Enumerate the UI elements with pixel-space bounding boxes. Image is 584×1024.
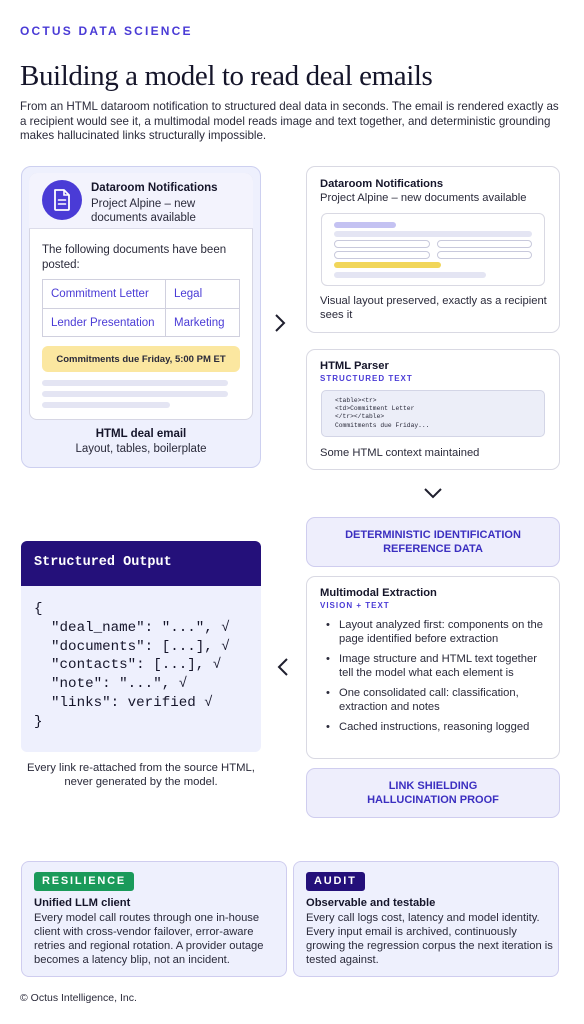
placeholder-box [334, 240, 430, 248]
parser-code: <table><tr> <td>Commitment Letter </tr></table> Commitments due Friday... [321, 390, 545, 437]
visual-card-caption: Visual layout preserved, exactly as a recipient sees it [320, 295, 547, 321]
deterministic-line1: DETERMINISTIC IDENTIFICATION [345, 529, 521, 541]
resilience-tag: RESILIENCE [34, 872, 134, 891]
resilience-card [21, 861, 287, 977]
link-shielding-line1: LINK SHIELDING [388, 780, 478, 792]
highlight-bar [334, 262, 441, 268]
list-item: • One consolidated call: classification, extraction and notes [326, 687, 519, 713]
placeholder-box [437, 251, 532, 259]
table-cell[interactable]: Lender Presentation [51, 317, 155, 329]
chevron-right-icon [273, 313, 287, 339]
parser-card-title: HTML Parser [320, 360, 389, 372]
placeholder-bar [42, 391, 228, 397]
chevron-down-icon [423, 486, 443, 505]
intro-text: From an HTML dataroom notification to structured deal data in seconds. The email is rendered exactly as a recipient would see it, a multimodal model reads image and text together, and deterministic grounding makes hallucinated links structurally impossible. [20, 100, 559, 143]
deadline-pill: Commitments due Friday, 5:00 PM ET [42, 346, 240, 372]
list-item: • Image structure and HTML text together tell the model what each element is [326, 653, 537, 679]
link-shielding-line2: HALLUCINATION PROOF [367, 794, 499, 806]
placeholder-box [334, 251, 430, 259]
placeholder-bar [42, 380, 228, 386]
audit-card [293, 861, 559, 977]
email-subtitle: Project Alpine – new documents available [91, 198, 196, 224]
email-caption-sub: Layout, tables, boilerplate [75, 443, 207, 455]
email-title: Dataroom Notifications [91, 182, 218, 194]
email-body: The following documents have been posted: [42, 244, 227, 271]
parser-card-caption: Some HTML context maintained [320, 447, 480, 459]
audit-text: Every call logs cost, latency and model identity. Every input email is archived, continuously growing the regression corpus the next iteration is tested against. [306, 912, 553, 966]
placeholder-bar [334, 272, 486, 278]
eyebrow: OCTUS DATA SCIENCE [20, 24, 193, 38]
visual-card-title: Dataroom Notifications [320, 178, 444, 190]
audit-title: Observable and testable [306, 897, 436, 909]
resilience-title: Unified LLM client [34, 897, 131, 909]
table-cell[interactable]: Marketing [174, 317, 225, 329]
document-icon [42, 180, 82, 220]
visual-card-subtitle: Project Alpine – new documents available [320, 192, 527, 204]
placeholder-box [437, 240, 532, 248]
placeholder-bar [334, 222, 396, 228]
multimodal-bullet-list [326, 618, 551, 740]
structured-output-code: { "deal_name": "...", √ "documents": [...], √ "contacts": [...], √ "note": "...", √ "links": verified √ } [21, 586, 261, 752]
multimodal-card-title: Multimodal Extraction [320, 587, 437, 599]
page-title: Building a model to read deal emails [20, 60, 433, 92]
placeholder-bar [334, 231, 532, 237]
table-cell[interactable]: Commitment Letter [51, 288, 149, 300]
parser-card-tag: STRUCTURED TEXT [320, 374, 413, 383]
footer-copyright: © Octus Intelligence, Inc. [20, 992, 137, 1004]
deterministic-identification-box [306, 517, 560, 567]
chevron-left-icon [276, 657, 290, 682]
document-table [42, 279, 240, 337]
list-item: • Layout analyzed first: components on the page identified before extraction [326, 619, 543, 645]
link-shielding-box [306, 768, 560, 818]
list-item: • Cached instructions, reasoning logged [326, 721, 530, 733]
multimodal-card-tag: VISION + TEXT [320, 601, 390, 610]
deterministic-line2: REFERENCE DATA [383, 543, 483, 555]
table-cell[interactable]: Legal [174, 288, 203, 300]
resilience-text: Every model call routes through one in-house client with cross-vendor failover, error-aware retries and regional rotation. A provider outage becomes a latency blip, not an incident. [34, 912, 264, 966]
audit-tag: AUDIT [306, 872, 365, 891]
structured-output-caption: Every link re-attached from the source HTML, never generated by the model. [27, 762, 255, 788]
placeholder-bar [42, 402, 170, 408]
email-caption-title: HTML deal email [95, 428, 187, 440]
structured-output-title: Structured Output [21, 541, 261, 586]
